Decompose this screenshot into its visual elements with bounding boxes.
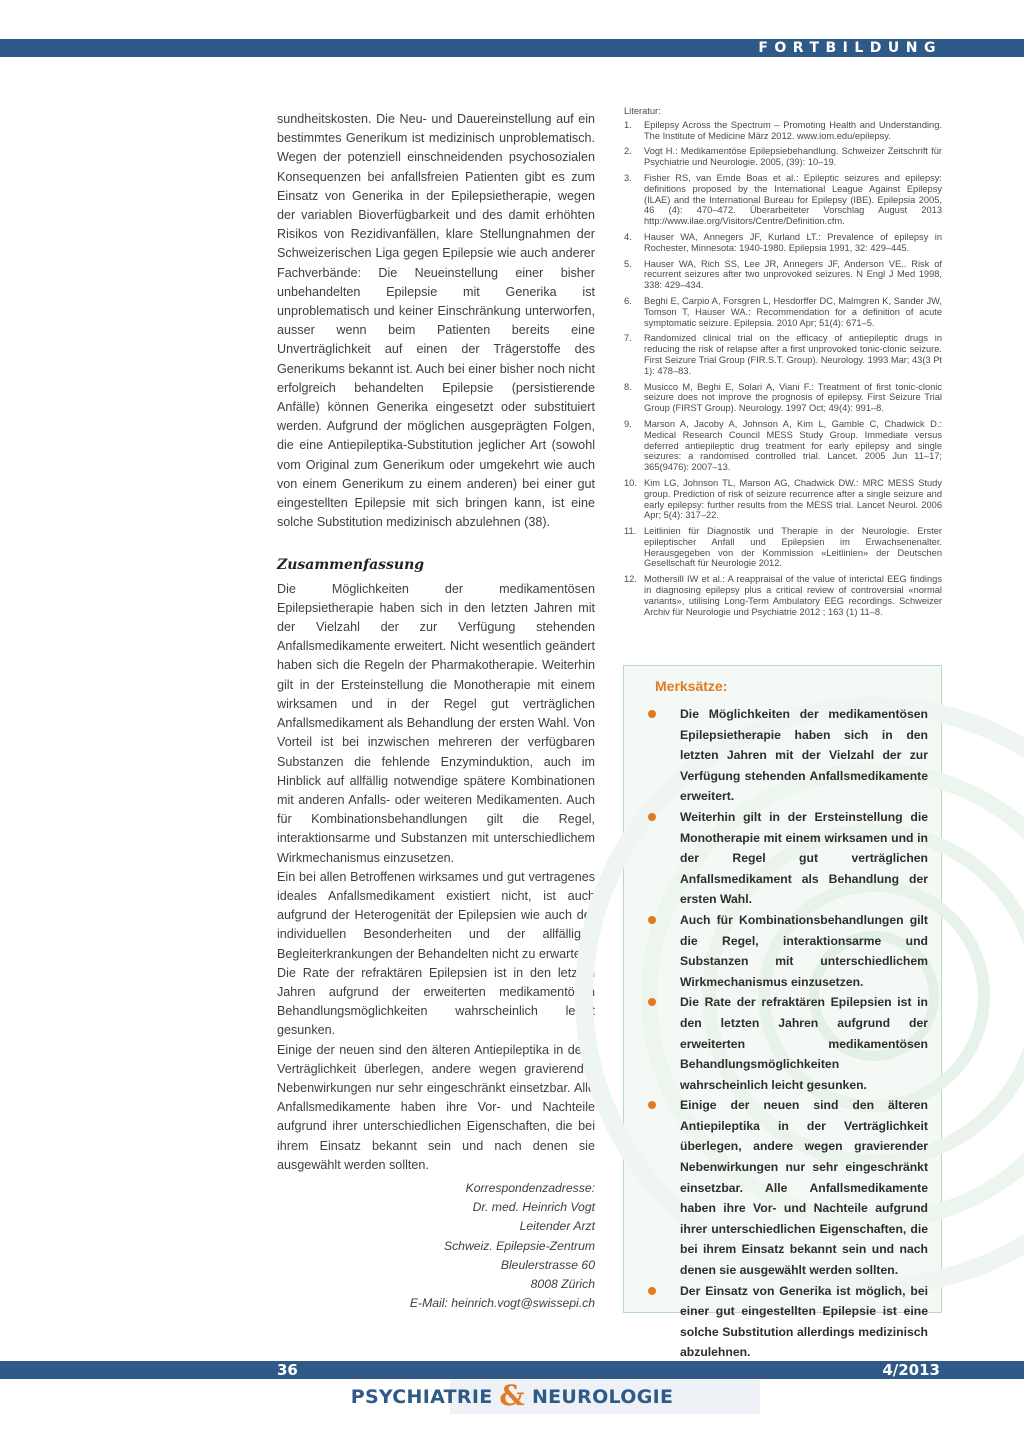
summary-paragraph: Die Rate der refraktären Epilepsien ist in den letzten Jahren aufgrund der erweiterten medikamentösen Behandlungsmöglichkeiten wahrscheinlich leicht gesunken. — [277, 965, 595, 1038]
merksatz-text: Einige der neuen sind den älteren Antiepileptika in der Verträglichkeit überlegen, andere wegen gravierender Nebenwirkungen nur sehr eingeschränkt einsetzbar. Alle Anfallsmedikamente haben ihre Vor- und Nachteile aufgrund ihrer unterschiedlichen Eigenschaften, die bei ihrem Einsatz bekannt sein und nach denen sie ausgewählt werden sollten. — [680, 1098, 928, 1278]
bullet-icon — [648, 992, 680, 1095]
reference-text: Epilepsy Across the Spectrum – Promoting Health and Understanding. The Institute of Medicine März 2012. www.iom.edu/epilepsy. — [644, 119, 942, 141]
merksatz-item — [648, 910, 928, 992]
reference-text: Fisher RS, van Emde Boas et al.: Epileptic seizures and epilepsy: definitions proposed by the International League Against Epilepsy (ILAE) and the International Bureau for Epilepsy (IBE). Epilepsia 2005, 46 (4): 470–472. Überarbeiteter Vorschlag August 2013 http://www.ilae.org/Visitors/Centre/Definition.cfm. — [644, 172, 942, 227]
summary-paragraph-text: Einige der neuen sind den älteren Antiepileptika in der Verträglichkeit überlegen, andere wegen gravierender Nebenwirkungen nur sehr eingeschränkt einsetzbar. Alle Anfallsmedikamente haben ihre Vor- und Nachteile aufgrund ihrer unterschiedlichen Eigenschaften, die bei ihrem Einsatz bekannt sein und nach denen sie ausgewählt werden sollten. — [277, 1042, 595, 1172]
merksatz-item — [648, 1095, 928, 1280]
reference-text: Mothersill IW et al.: A reappraisal of the value of interictal EEG findings in diagnosing epilepsy plus a critical review of controversial «normal variants», utilising Long-Term Ambulatory EEG recordings. Schweizer Archiv für Neurologie und Psychiatrie 2012 ; 163 (1) 11–8. — [644, 574, 942, 617]
page-number: 36 — [277, 1361, 298, 1379]
reference-number: 8. — [624, 381, 632, 392]
reference-item — [624, 382, 942, 414]
reference-number: 6. — [624, 295, 632, 306]
reference-item — [624, 146, 942, 168]
reference-number: 5. — [624, 258, 632, 269]
reference-number: 11. — [624, 526, 637, 537]
merksatz-text: Die Rate der refraktären Epilepsien ist in den letzten Jahren aufgrund der erweiterten medikamentösen Behandlungsmöglichkeiten wahrscheinlich leicht gesunken. — [680, 995, 928, 1092]
reference-item — [624, 296, 942, 328]
reference-text: Beghi E, Carpio A, Forsgren L, Hesdorffer DC, Malmgren K, Sander JW, Tomson T, Hauser WA.: Recommendation for a definition of acute symptomatic seizure. Epilepsia. 2010 Apr; 51(4): 671–5. — [644, 295, 942, 328]
merksatz-text: Die Möglichkeiten der medikamentösen Epilepsietherapie haben sich in den letzten Jahren mit der Vielzahl der zur Verfügung stehenden Anfallsmedikamente erweitert. — [680, 707, 928, 804]
contact-block — [277, 1179, 595, 1313]
reference-number: 12. — [624, 574, 637, 585]
reference-number: 4. — [624, 231, 632, 242]
reference-number: 3. — [624, 172, 632, 183]
main-column — [277, 110, 595, 1313]
reference-number: 9. — [624, 418, 632, 429]
reference-number: 7. — [624, 333, 632, 344]
reference-item — [624, 526, 942, 569]
summary-paragraph: Die Möglichkeiten der medikamentösen Epilepsietherapie haben sich in den letzten Jahren mit der Vielzahl der zur Verfügung stehenden Anfallsmedikamente erweitert. Nicht wesentlich geändert haben sich die Regeln der Pharmakotherapie. Weiterhin gilt in der Ersteinstellung die Monotherapie mit einem wirksamen und in der Regel gut verträglichen Anfallsmedikament als Behandlung der ersten Wahl. Von Vorteil ist bei inzwischen mehreren der verfügbaren Substanzen die fehlende Enzyminduktion, auch im Hinblick auf allfällig notwendige spätere Kombinationen mit anderen Anfalls- oder weiteren Medikamenten. Auch für Kombinationsbehandlungen gilt die Regel, interaktionsarme und Substanzen mit unterschiedlichem Wirkmechanismus einzusetzen. — [277, 581, 595, 865]
merksaetze-list — [648, 704, 928, 1363]
contact-role: Leitender Arzt — [519, 1219, 595, 1234]
contact-institution: Schweiz. Epilepsie-Zentrum — [443, 1238, 595, 1253]
reference-item — [624, 173, 942, 227]
references-heading: Literatur: — [624, 106, 661, 116]
summary-paragraph: Ein bei allen Betroffenen wirksames und gut vertragenes ideales Anfallsmedikament existiert nicht, ist auch aufgrund der Heterogenität der Epilepsien wie auch der individuellen Besonderheiten und der allfälligen Begleiterkrankungen der Behandelten nicht zu erwarten. — [277, 869, 595, 961]
section-label: FORTBILDUNG — [758, 40, 942, 56]
reference-text: Hauser WA, Annegers JF, Kurland LT.: Prevalence of epilepsy in Rochester, Minnesota: 1940-1980. Epilepsia 1991, 32: 429–445. — [644, 231, 942, 253]
journal-title — [0, 1378, 1024, 1415]
contact-email[interactable]: E-Mail: heinrich.vogt@swissepi.ch — [409, 1296, 595, 1311]
summary-paragraph — [277, 1041, 595, 1175]
merksatz-text: Weiterhin gilt in der Ersteinstellung die Monotherapie mit einem wirksamen und in der Regel gut verträglichen Anfallsmedikament als Behandlung der ersten Wahl. — [680, 809, 928, 907]
reference-item — [624, 419, 942, 473]
reference-text: Musicco M, Beghi E, Solari A, Viani F.: Treatment of first tonic-clonic seizure does not improve the prognosis of epilepsy. First Seizure Trial Group (FIRST Group). Neurology. 1997 Oct; 49(4): 991–8. — [644, 381, 942, 414]
merksaetze-title: Merksätze: — [655, 678, 728, 694]
merksatz-item — [648, 704, 928, 807]
reference-item — [624, 333, 942, 376]
reference-text: Randomized clinical trial on the efficacy of antiepileptic drugs in reducing the risk of relapse after a first unprovoked tonic-clonic seizure. First Seizure Trial Group (FIR.S.T. Group). Neurology. 1993 Mar; 43(3 Pt 1): 478–83. — [644, 333, 942, 376]
reference-text: Hauser WA, Rich SS, Lee JR, Annegers JF, Anderson VE.. Risk of recurrent seizures after two unprovoked seizures. N Engl J Med 1998, 338: 429–434. — [644, 258, 942, 291]
reference-item — [624, 232, 942, 254]
bullet-icon — [648, 704, 680, 807]
body-paragraph: sundheitskosten. Die Neu- und Dauereinstellung auf ein bestimmtes Generikum ist medizinisch unproblematisch. Wegen der potenziell einschneidenden psychosozialen Konsequenzen bei anfallsfreien Patienten gibt es zum Einsatz von Generika in der Epilepsietherapie, wegen der variablen Bioverfügbarkeit und des damit erhöhten Risikos von Rezidivanfällen, klare Stellungnahmen der Schweizerischen Liga gegen Epilepsie wie auch anderer Fachverbände: Die Neueinstellung einer bisher unbehandelten Epilepsie mit Generika ist unproblematisch und keiner Einschränkung unterworfen, ausser wenn beim Patienten bereits eine Unverträglichkeit auf einen der Trägerstoffe des Generikums bekannt ist. Auch bei einer bisher noch nicht erfolgreich behandelten Epilepsie (persistierende Anfälle) können Generika eingesetzt oder substituiert werden. Aufgrund der möglichen ausgeprägten Folgen, die eine Antiepileptika-Substitution jeglicher Art (sowohl vom Original zum Generikum oder umgekehrt wie auch von einem Generikum zu einem anderen) bei einer gut eingestellten Epilepsie mit sich bringen kann, ist eine solche Substitution medizinisch abzulehnen (38). — [277, 112, 595, 530]
bullet-icon — [648, 807, 680, 910]
merksatz-item — [648, 807, 928, 910]
merksatz-item — [648, 1281, 928, 1363]
reference-number: 1. — [624, 119, 632, 130]
reference-item — [624, 478, 942, 521]
merksatz-item — [648, 992, 928, 1095]
journal-title-part1: PSYCHIATRIE — [350, 1386, 493, 1408]
bullet-icon — [648, 1281, 680, 1363]
journal-title-part2: NEUROLOGIE — [531, 1386, 674, 1408]
reference-text: Kim LG, Johnson TL, Marson AG, Chadwick DW.: MRC MESS Study group. Prediction of risk of seizure recurrence after a single seizure and early epilepsy: further results from the MESS trial. Lancet Neurol. 2006 Apr; 5(4): 317–22. — [644, 477, 942, 521]
references-list — [624, 106, 942, 622]
bullet-icon — [648, 1095, 680, 1280]
reference-text: Marson A, Jacoby A, Johnson A, Kim L, Gamble C, Chadwick D.: Medical Research Council MESS Study Group. Immediate versus deferred antiepileptic drug treatment for early epilepsy and single seizures: a randomised controlled trial. Lancet. 2005 Jun 11–17; 365(9476): 2007–13. — [644, 418, 942, 473]
issue-number: 4/2013 — [882, 1361, 940, 1379]
contact-city: 8008 Zürich — [530, 1276, 595, 1291]
reference-text: Leitlinien für Diagnostik und Therapie in der Neurologie. Erster epileptischer Anfall und Epilepsien im Erwachsenenalter. Herausgegeben von der Kommission «Leitlinien» der Deutschen Gesellschaft für Neurologie 2012. — [644, 526, 942, 569]
summary-heading: Zusammenfassung — [277, 557, 425, 574]
reference-text: Vogt H.: Medikamentöse Epilepsiebehandlung. Schweizer Zeitschrift für Psychiatrie und Neurologie. 2005, (39): 10–19. — [644, 146, 942, 168]
merksatz-text: Der Einsatz von Generika ist möglich, bei einer gut eingestellten Epilepsie ist eine solche Substitution allerdings medizinisch abzulehnen. — [680, 1283, 928, 1360]
journal-title-ampersand: & — [499, 1379, 526, 1412]
footer-bar — [0, 1361, 1024, 1379]
reference-number: 10. — [624, 477, 637, 488]
contact-name: Dr. med. Heinrich Vogt — [472, 1200, 595, 1215]
reference-item — [624, 120, 942, 142]
bullet-icon — [648, 910, 680, 992]
merksaetze-box — [623, 665, 942, 1360]
contact-label: Korrespondenzadresse: — [465, 1180, 595, 1195]
reference-item — [624, 574, 942, 617]
contact-street: Bleulerstrasse 60 — [500, 1257, 595, 1272]
reference-item — [624, 259, 942, 291]
reference-number: 2. — [624, 146, 632, 157]
merksatz-text: Auch für Kombinationsbehandlungen gilt die Regel, interaktionsarme und Substanzen mit unterschiedlichem Wirkmechanismus einzusetzen. — [680, 912, 928, 989]
